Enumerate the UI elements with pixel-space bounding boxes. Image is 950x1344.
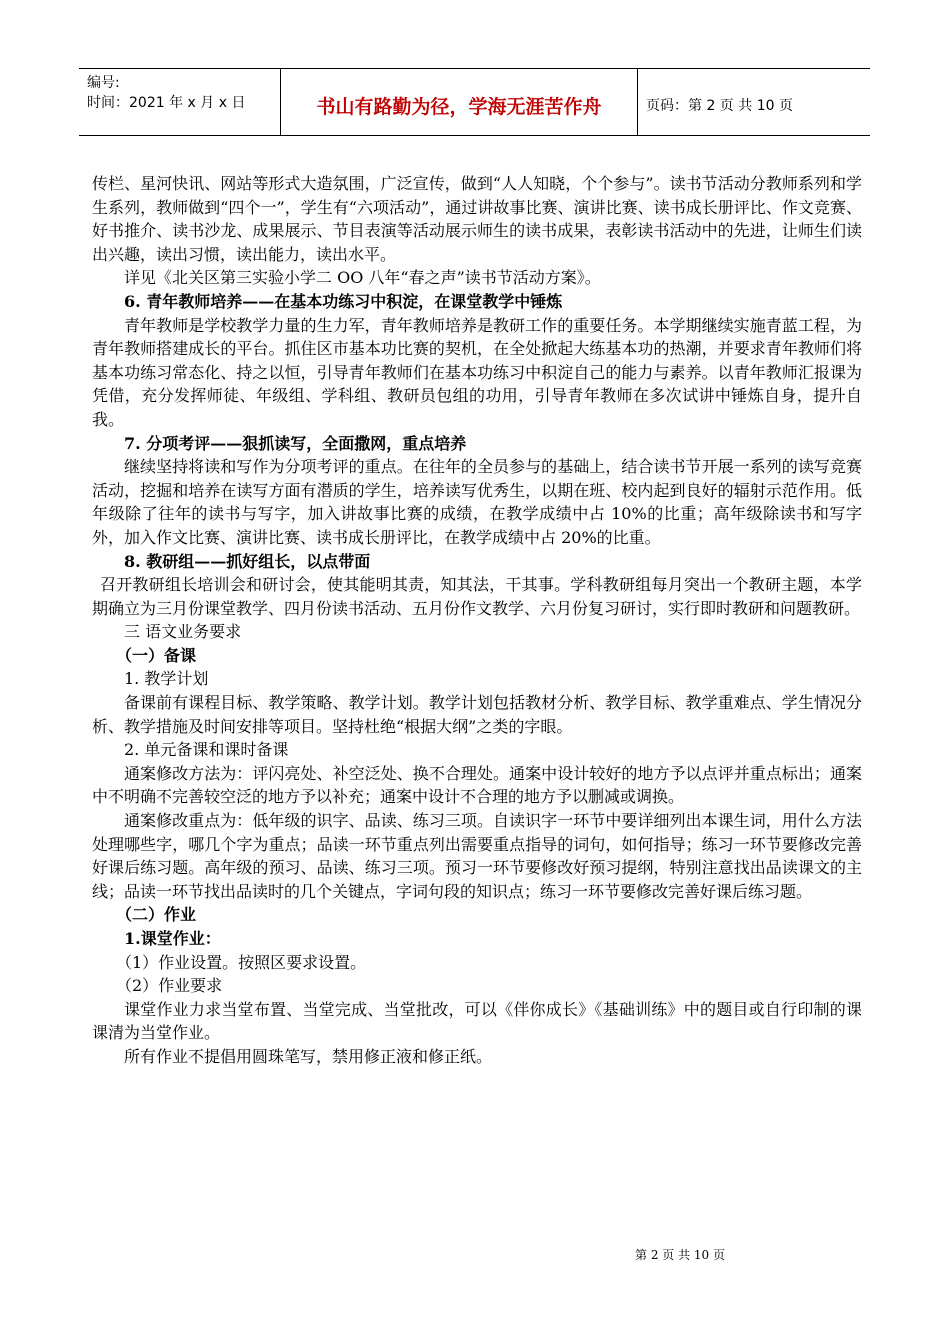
paragraph-pen-rules: 所有作业不提倡用圆珠笔写，禁用修正液和修正纸。 — [124, 1046, 493, 1066]
time-label: 时间：2021 年 x 月 x 日 — [87, 95, 246, 111]
page-header — [79, 68, 870, 136]
number-label: 编号: — [87, 75, 120, 91]
paragraph-see-plan: 详见《北关区第三实验小学二 OO 八年“春之声”读书节活动方案》。 — [124, 268, 601, 288]
paragraph-evaluation: 继续坚持将读和写作为分项考评的重点。在往年的全员参与的基础上，结合读书节开展一系列的读写竞赛活动，挖掘和培养在读写方面有潜质的学生，培养读写优秀生，以期在班、校内起到良好的辐射示范作用。低年级除了往年的读书与写字，加入讲故事比赛的成绩，在教学成绩中占 10%的比重；高年级除读书和写字外，加入作文比赛、演讲比赛、读书成长册评比，在教学成绩中占 20%的比重。 — [92, 457, 862, 547]
header-left-cell — [79, 69, 280, 135]
paragraph-teaching-plan: 备课前有课程目标、教学策略、教学计划。教学计划包括教材分析、教学目标、教学重难点、学生情况分析、教学措施及时间安排等项目。坚持杜绝“根据大纲”之类的字眼。 — [92, 693, 862, 736]
heading-young-teachers: 6. 青年教师培养——在基本功练习中积淀，在课堂教学中锤炼 — [124, 291, 563, 311]
heading-classroom-homework: 1.课堂作业： — [124, 929, 221, 948]
heading-chinese-requirements: 三 语文业务要求 — [124, 622, 242, 642]
heading-lesson-prep: （一）备课 — [116, 645, 197, 665]
heading-evaluation: 7. 分项考评——狠抓读写，全面撒网，重点培养 — [124, 433, 467, 453]
paragraph-revision-method: 通案修改方法为：评闪亮处、补空泛处、换不合理处。通案中设计较好的地方予以点评并重点标出；通案中不明确不完善较空泛的地方予以补充；通案中设计不合理的地方予以删减或调换。 — [92, 763, 862, 807]
item-homework-requirements: （2）作业要求 — [116, 976, 223, 996]
item-homework-setting: （1）作业设置。按照区要求设置。 — [116, 952, 367, 972]
heading-research-group: 8. 教研组——抓好组长，以点带面 — [124, 551, 371, 571]
heading-teaching-plan: 1. 教学计划 — [124, 669, 209, 689]
header-page-info: 页码：第 2 页 共 10 页 — [646, 98, 793, 114]
heading-homework: （二）作业 — [116, 905, 197, 925]
paragraph-research-group: 召开教研组长培训会和研讨会，使其能明其责，知其法，干其事。学科教研组每月突出一个教研主题，本学期确立为三月份课堂教学、四月份读书活动、五月份作文教学、六月份复习研讨，实行即时教研和问题教研。 — [92, 575, 862, 618]
paragraph-revision-focus: 通案修改重点为：低年级的识字、品读、练习三项。自读识字一环节中要详细列出本课生词，用什么方法处理哪些字，哪几个字为重点；品读一环节重点列出需要重点指导的词句，如何指导；练习一环节要修改完善好课后练习题。高年级的预习、品读、练习三项。预习一环节要修改好预习提纲，特别注意找出品读课文的主线；品读一环节找出品读时的几个关键点，字词句段的知识点；练习一环节要修改完善好课后练习题。 — [92, 811, 862, 901]
document-body — [92, 172, 862, 1069]
heading-unit-prep: 2. 单元备课和课时备课 — [124, 740, 289, 760]
page-footer: 第 2 页 共 10 页 — [635, 1248, 725, 1262]
paragraph-reading-festival: 传栏、星河快讯、网站等形式大造氛围，广泛宣传，做到“人人知晓，个个参与”。读书节活动分教师系列和学生系列，教师做到“四个一”，学生有“六项活动”，通过讲故事比赛、演讲比赛、读书成长册评比、作文竞赛、好书推介、读书沙龙、成果展示、节目表演等活动展示师生的读书成果，表彰读书活动中的先进，让师生们读出兴趣，读出习惯，读出能力，读出水平。 — [92, 174, 862, 264]
paragraph-young-teachers: 青年教师是学校教学力量的生力军，青年教师培养是教研工作的重要任务。本学期继续实施青蓝工程，为青年教师搭建成长的平台。抓住区市基本功比赛的契机，在全处掀起大练基本功的热潮，并要求青年教师们将基本功练习常态化、持之以恒，引导青年教师们在基本功练习中积淀自己的能力与素养。以青年教师汇报课为凭借，充分发挥师徒、年级组、学科组、教研员包组的功用，引导青年教师在多次试讲中锤炼自身，提升自我。 — [92, 315, 862, 429]
header-motto: 书山有路勤为径，学海无涯苦作舟 — [280, 69, 638, 135]
paragraph-homework-requirements: 课堂作业力求当堂布置、当堂完成、当堂批改，可以《伴你成长》《基础训练》中的题目或自行印制的课课清为当堂作业。 — [92, 999, 862, 1043]
